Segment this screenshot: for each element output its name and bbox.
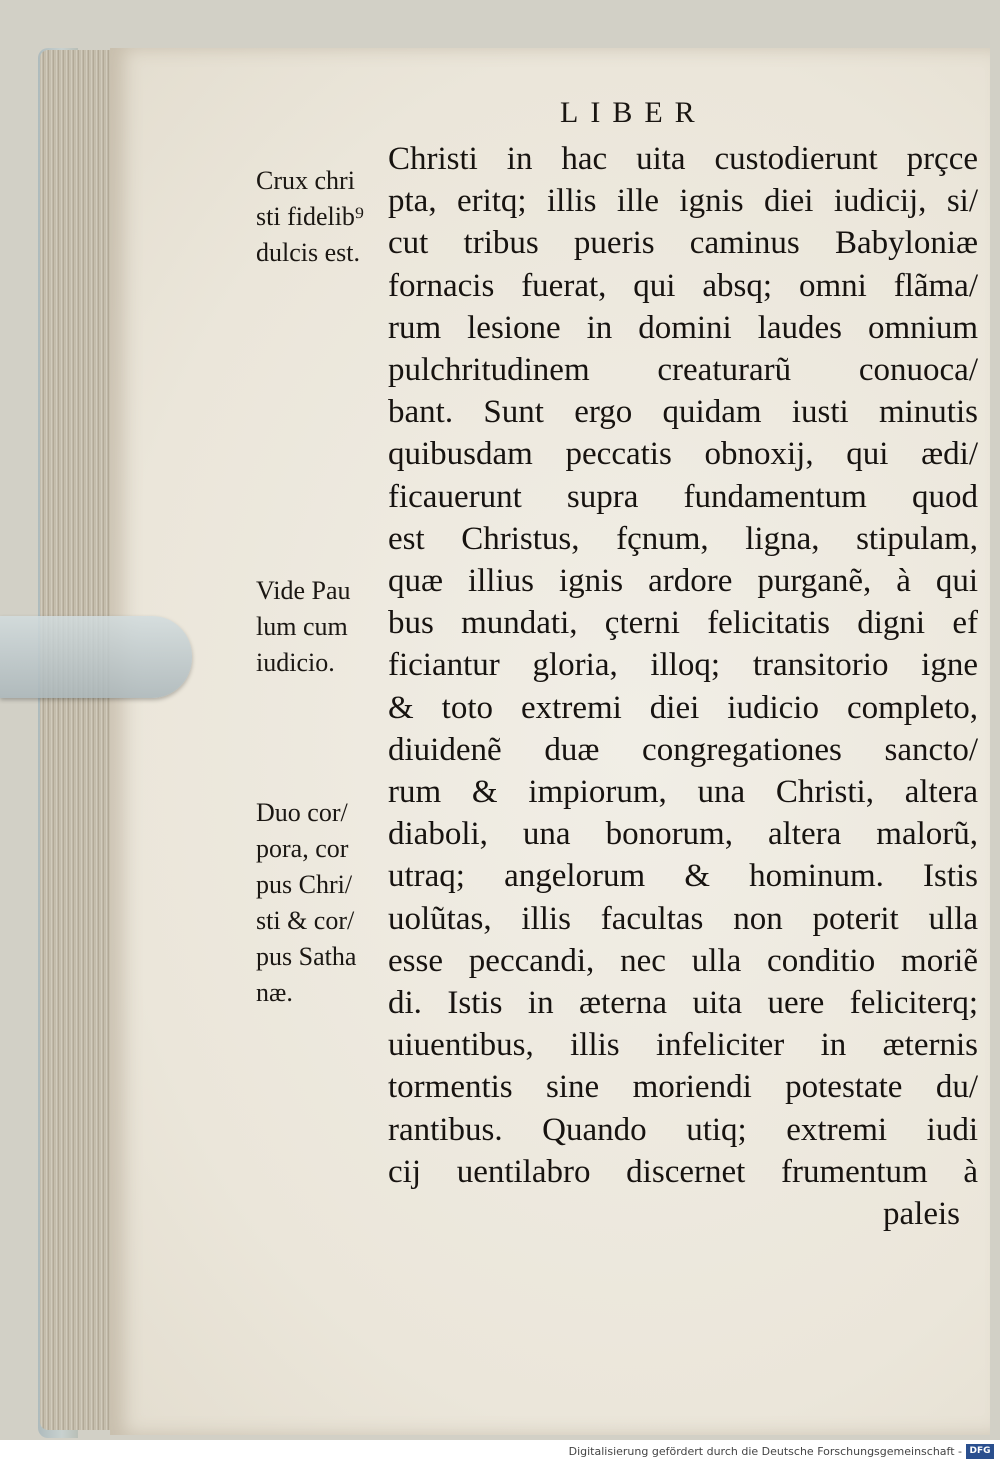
margin-note-line: sti & cor/ <box>256 906 355 935</box>
margin-note-line: pus Satha <box>256 942 357 971</box>
main-text-block <box>388 138 978 1235</box>
text-line: pulchritudinem creaturarũ conuoca/ <box>388 352 978 389</box>
margin-note-line: dulcis est. <box>256 238 360 267</box>
text-line: rum lesione in domini laudes omnium <box>388 309 978 346</box>
margin-note-paulum <box>256 573 350 681</box>
text-line: est Christus, fçnum, ligna, stipulam, <box>388 520 978 557</box>
margin-note-crux <box>256 163 364 271</box>
text-line: Christi in hac uita custodierunt prçce <box>388 141 978 177</box>
dfg-logo: DFG <box>966 1444 994 1459</box>
text-line: cut tribus pueris caminus Babyloniæ <box>388 225 978 262</box>
text-line: bus mundati, çterni felicitatis digni ef <box>388 605 978 642</box>
text-line: quæ illius ignis ardore purganẽ, à qui <box>388 563 978 600</box>
running-head: LIBER <box>560 96 707 129</box>
margin-note-line: sti fidelib⁹ <box>256 202 364 231</box>
text-line: tormentis sine moriendi potestate du/ <box>388 1069 978 1106</box>
margin-note-line: næ. <box>256 978 293 1007</box>
text-line: rum & impiorum, una Christi, altera <box>388 774 978 811</box>
text-line: & toto extremi diei iudicio completo, <box>388 689 978 726</box>
text-line: bant. Sunt ergo quidam iusti minutis <box>388 394 978 431</box>
margin-note-line: Duo cor/ <box>256 798 348 827</box>
plastic-page-clip <box>0 616 192 698</box>
margin-note-line: iudicio. <box>256 648 335 677</box>
text-line: pta, eritq; illis ille ignis diei iudicij, si/ <box>388 183 978 220</box>
text-line: quibusdam peccatis obnoxij, qui ædi/ <box>388 436 978 473</box>
margin-note-line: lum cum <box>256 612 348 641</box>
text-line: ficiantur gloria, illoq; transitorio igne <box>388 647 978 684</box>
margin-note-line: Vide Pau <box>256 576 351 605</box>
text-line: esse peccandi, nec ulla conditio moriẽ <box>388 942 978 979</box>
text-line: fornacis fuerat, qui absq; omni flãma/ <box>388 267 978 304</box>
text-line: diaboli, una bonorum, altera malorũ, <box>388 816 978 853</box>
text-line: ficauerunt supra fundamentum quod <box>388 478 978 515</box>
text-line: diuidenẽ duæ congregationes sancto/ <box>388 731 978 768</box>
text-line: rantibus. Quando utiq; extremi iudi <box>388 1111 978 1148</box>
text-line: uiuentibus, illis infeliciter in æternis <box>388 1027 978 1064</box>
text-line-catchword: paleis <box>883 1196 960 1233</box>
margin-note-duo-corpora <box>256 795 356 1011</box>
margin-note-line: Crux chri <box>256 166 355 195</box>
text-line: cij uentilabro discernet frumentum à <box>388 1153 978 1190</box>
text-line: utraq; angelorum & hominum. Istis <box>388 858 978 895</box>
text-line: uolũtas, illis facultas non poterit ulla <box>388 900 978 937</box>
margin-note-line: pora, cor <box>256 834 349 863</box>
footer-credit: Digitalisierung gefördert durch die Deutsche Forschungsgemeinschaft - <box>568 1445 962 1458</box>
margin-note-line: pus Chri/ <box>256 870 353 899</box>
text-line: di. Istis in æterna uita uere feliciterq; <box>388 985 978 1022</box>
